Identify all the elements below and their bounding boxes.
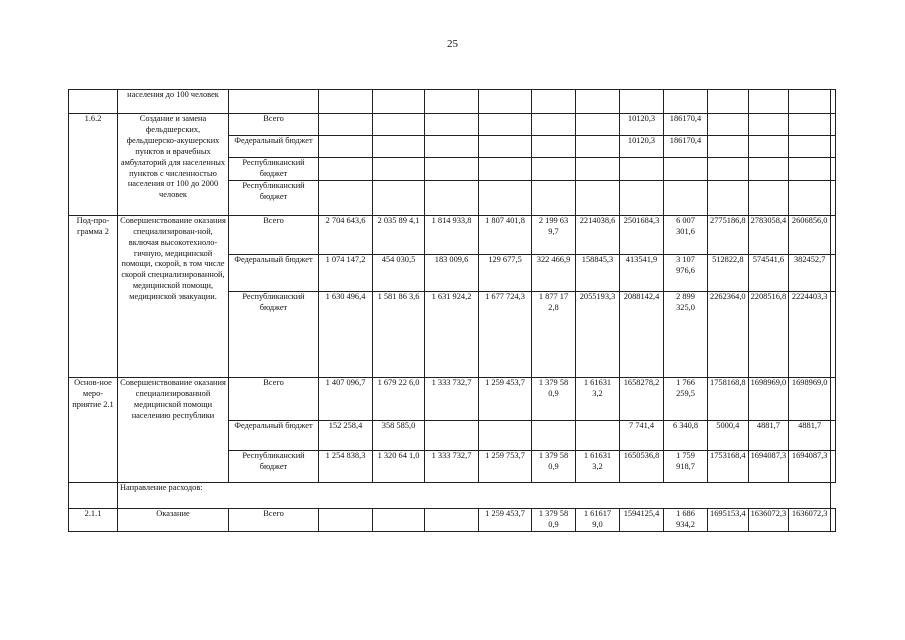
- value-cell: [831, 90, 836, 114]
- value-cell: 1658278,2: [620, 377, 664, 420]
- value-cell: [532, 90, 576, 114]
- section-heading: Направление расходов:: [118, 482, 831, 508]
- value-cell: 1 074 147,2: [319, 254, 373, 291]
- value-cell: 1 379 58 0,9: [532, 508, 576, 531]
- value-cell: 2262364,0: [708, 291, 749, 377]
- value-cell: [831, 158, 836, 181]
- value-cell: [479, 158, 532, 181]
- value-cell: [664, 158, 708, 181]
- value-cell: 2208516,8: [748, 291, 789, 377]
- value-cell: 1698969,0: [748, 377, 789, 420]
- row-name: Создание и замена фельдшерских, фельдшерско-акушерских пунктов и врачебных амбулаторий для населенных пунктов с численностью населения от 100 до 2000 человек: [118, 114, 229, 216]
- value-cell: [664, 90, 708, 114]
- value-cell: 512822,8: [708, 254, 749, 291]
- value-cell: 2 704 643,6: [319, 215, 373, 254]
- value-cell: 2775186,8: [708, 215, 749, 254]
- value-cell: 1 333 732,7: [425, 377, 479, 420]
- value-cell: 2606856,0: [789, 215, 831, 254]
- funding-source: Всего: [229, 114, 319, 136]
- value-cell: [708, 114, 749, 136]
- value-cell: 1 259 453,7: [479, 377, 532, 420]
- page-number: 25: [447, 38, 458, 50]
- value-cell: [789, 180, 831, 215]
- value-cell: [576, 114, 620, 136]
- value-cell: 2224403,3: [789, 291, 831, 377]
- value-cell: 1 379 58 0,9: [532, 450, 576, 482]
- funding-source: Федеральный бюджет: [229, 420, 319, 450]
- value-cell: 3 107 976,6: [664, 254, 708, 291]
- row-name: Совершенствование оказания специализированной медицинской помощи населению республики: [118, 377, 229, 482]
- value-cell: 1 807 401,8: [479, 215, 532, 254]
- value-cell: [620, 90, 664, 114]
- funding-source: Всего: [229, 215, 319, 254]
- value-cell: [620, 158, 664, 181]
- value-cell: [708, 90, 749, 114]
- value-cell: 454 030,5: [373, 254, 425, 291]
- value-cell: 1 61631 3,2: [576, 377, 620, 420]
- funding-source: Федеральный бюджет: [229, 254, 319, 291]
- value-cell: [319, 508, 373, 531]
- value-cell: 152 258,4: [319, 420, 373, 450]
- table-row: [69, 215, 836, 254]
- value-cell: [831, 254, 836, 291]
- value-cell: [748, 90, 789, 114]
- value-cell: [576, 136, 620, 158]
- value-cell: [425, 114, 479, 136]
- value-cell: [373, 508, 425, 531]
- value-cell: [319, 136, 373, 158]
- table-row: [69, 377, 836, 420]
- value-cell: [748, 180, 789, 215]
- value-cell: 1 679 22 6,0: [373, 377, 425, 420]
- value-cell: [576, 180, 620, 215]
- funding-source: [229, 90, 319, 114]
- value-cell: [319, 90, 373, 114]
- value-cell: [319, 158, 373, 181]
- funding-source: Всего: [229, 508, 319, 531]
- value-cell: 1 61617 9,0: [576, 508, 620, 531]
- value-cell: [708, 158, 749, 181]
- value-cell: [319, 114, 373, 136]
- funding-source: Федеральный бюджет: [229, 136, 319, 158]
- value-cell: [664, 180, 708, 215]
- table-row: [69, 482, 836, 508]
- value-cell: 6 340,8: [664, 420, 708, 450]
- value-cell: 1 320 64 1,0: [373, 450, 425, 482]
- value-cell: [373, 90, 425, 114]
- value-cell: [748, 158, 789, 181]
- value-cell: 1694087,3: [748, 450, 789, 482]
- value-cell: [831, 180, 836, 215]
- value-cell: [831, 215, 836, 254]
- value-cell: 1 677 724,3: [479, 291, 532, 377]
- table-row: [69, 508, 836, 531]
- value-cell: [831, 377, 836, 420]
- value-cell: 1 259 753,7: [479, 450, 532, 482]
- value-cell: 358 585,0: [373, 420, 425, 450]
- value-cell: 1694087,3: [789, 450, 831, 482]
- row-number: 1.6.2: [69, 114, 118, 216]
- value-cell: [576, 420, 620, 450]
- value-cell: 1 254 838,3: [319, 450, 373, 482]
- row-number: [69, 90, 118, 114]
- value-cell: [479, 420, 532, 450]
- value-cell: [373, 180, 425, 215]
- value-cell: [620, 180, 664, 215]
- value-cell: 1 814 933,8: [425, 215, 479, 254]
- row-number: [69, 482, 118, 508]
- value-cell: 2055193,3: [576, 291, 620, 377]
- value-cell: [789, 158, 831, 181]
- value-cell: 1 581 86 3,6: [373, 291, 425, 377]
- value-cell: [748, 136, 789, 158]
- funding-source: Республиканский бюджет: [229, 158, 319, 181]
- value-cell: 1 407 096,7: [319, 377, 373, 420]
- value-cell: [425, 508, 479, 531]
- value-cell: [831, 450, 836, 482]
- value-cell: [425, 90, 479, 114]
- row-name: населения до 100 человек: [118, 90, 229, 114]
- value-cell: 186170,4: [664, 136, 708, 158]
- value-cell: 1 61631 3,2: [576, 450, 620, 482]
- value-cell: [831, 508, 836, 531]
- budget-table: [68, 89, 836, 532]
- table-row: [69, 90, 836, 114]
- row-number: Под-про-грамма 2: [69, 215, 118, 377]
- value-cell: 1 686 934,2: [664, 508, 708, 531]
- value-cell: 2 199 63 9,7: [532, 215, 576, 254]
- value-cell: 2 899 325,0: [664, 291, 708, 377]
- value-cell: 158845,3: [576, 254, 620, 291]
- value-cell: [319, 180, 373, 215]
- value-cell: 2088142,4: [620, 291, 664, 377]
- value-cell: [532, 158, 576, 181]
- value-cell: 322 466,9: [532, 254, 576, 291]
- value-cell: 2 035 89 4,1: [373, 215, 425, 254]
- value-cell: 1 877 17 2,8: [532, 291, 576, 377]
- value-cell: [831, 114, 836, 136]
- value-cell: 413541,9: [620, 254, 664, 291]
- funding-source: Республиканский бюджет: [229, 180, 319, 215]
- value-cell: 1 759 918,7: [664, 450, 708, 482]
- value-cell: 1636072,3: [789, 508, 831, 531]
- value-cell: 129 677,5: [479, 254, 532, 291]
- value-cell: [425, 420, 479, 450]
- value-cell: 1636072,3: [748, 508, 789, 531]
- value-cell: 1695153,4: [708, 508, 749, 531]
- value-cell: 7 741,4: [620, 420, 664, 450]
- value-cell: [831, 136, 836, 158]
- row-number: Основ-ное меро-приятие 2.1: [69, 377, 118, 482]
- value-cell: [532, 136, 576, 158]
- value-cell: [708, 136, 749, 158]
- funding-source: Республиканский бюджет: [229, 450, 319, 482]
- value-cell: 2501684,3: [620, 215, 664, 254]
- value-cell: [831, 291, 836, 377]
- value-cell: [789, 114, 831, 136]
- row-name: Оказание: [118, 508, 229, 531]
- value-cell: [425, 180, 479, 215]
- value-cell: [532, 420, 576, 450]
- value-cell: 1758168,8: [708, 377, 749, 420]
- value-cell: [373, 136, 425, 158]
- value-cell: 4881,7: [748, 420, 789, 450]
- value-cell: 1 631 924,2: [425, 291, 479, 377]
- value-cell: 10120,3: [620, 136, 664, 158]
- value-cell: [425, 136, 479, 158]
- value-cell: [789, 136, 831, 158]
- value-cell: [576, 90, 620, 114]
- value-cell: 1 630 496,4: [319, 291, 373, 377]
- row-name: Совершенствование оказания специализирован-ной, включая высокотехноло-гичную, медицинской помощи, скорой, в том числе скорой специализированной, медицинской помощи, медицинской эвакуации.: [118, 215, 229, 377]
- funding-source: Республиканский бюджет: [229, 291, 319, 377]
- value-cell: [479, 90, 532, 114]
- row-number: 2.1.1: [69, 508, 118, 531]
- value-cell: 1 766 259,5: [664, 377, 708, 420]
- value-cell: [479, 114, 532, 136]
- value-cell: [831, 420, 836, 450]
- value-cell: 382452,7: [789, 254, 831, 291]
- value-cell: [479, 136, 532, 158]
- value-cell: [789, 90, 831, 114]
- value-cell: 183 009,6: [425, 254, 479, 291]
- value-cell: [532, 114, 576, 136]
- value-cell: 574541,6: [748, 254, 789, 291]
- value-cell: [708, 180, 749, 215]
- value-cell: 4881,7: [789, 420, 831, 450]
- value-cell: 1650536,8: [620, 450, 664, 482]
- value-cell: 5000,4: [708, 420, 749, 450]
- value-cell: [576, 158, 620, 181]
- value-cell: 1 379 58 0,9: [532, 377, 576, 420]
- value-cell: [532, 180, 576, 215]
- value-cell: 2214038,6: [576, 215, 620, 254]
- value-cell: 1698969,0: [789, 377, 831, 420]
- value-cell: 1753168,4: [708, 450, 749, 482]
- funding-source: Всего: [229, 377, 319, 420]
- table-row: [69, 114, 836, 136]
- value-cell: 186170,4: [664, 114, 708, 136]
- value-cell: 6 007 301,6: [664, 215, 708, 254]
- value-cell: [479, 180, 532, 215]
- value-cell: [748, 114, 789, 136]
- value-cell: 1594125,4: [620, 508, 664, 531]
- value-cell: 2783058,4: [748, 215, 789, 254]
- value-cell: [373, 114, 425, 136]
- value-cell: 1 333 732,7: [425, 450, 479, 482]
- value-cell: 1 259 453,7: [479, 508, 532, 531]
- value-cell: 10120,3: [620, 114, 664, 136]
- value-cell: [425, 158, 479, 181]
- value-cell: [373, 158, 425, 181]
